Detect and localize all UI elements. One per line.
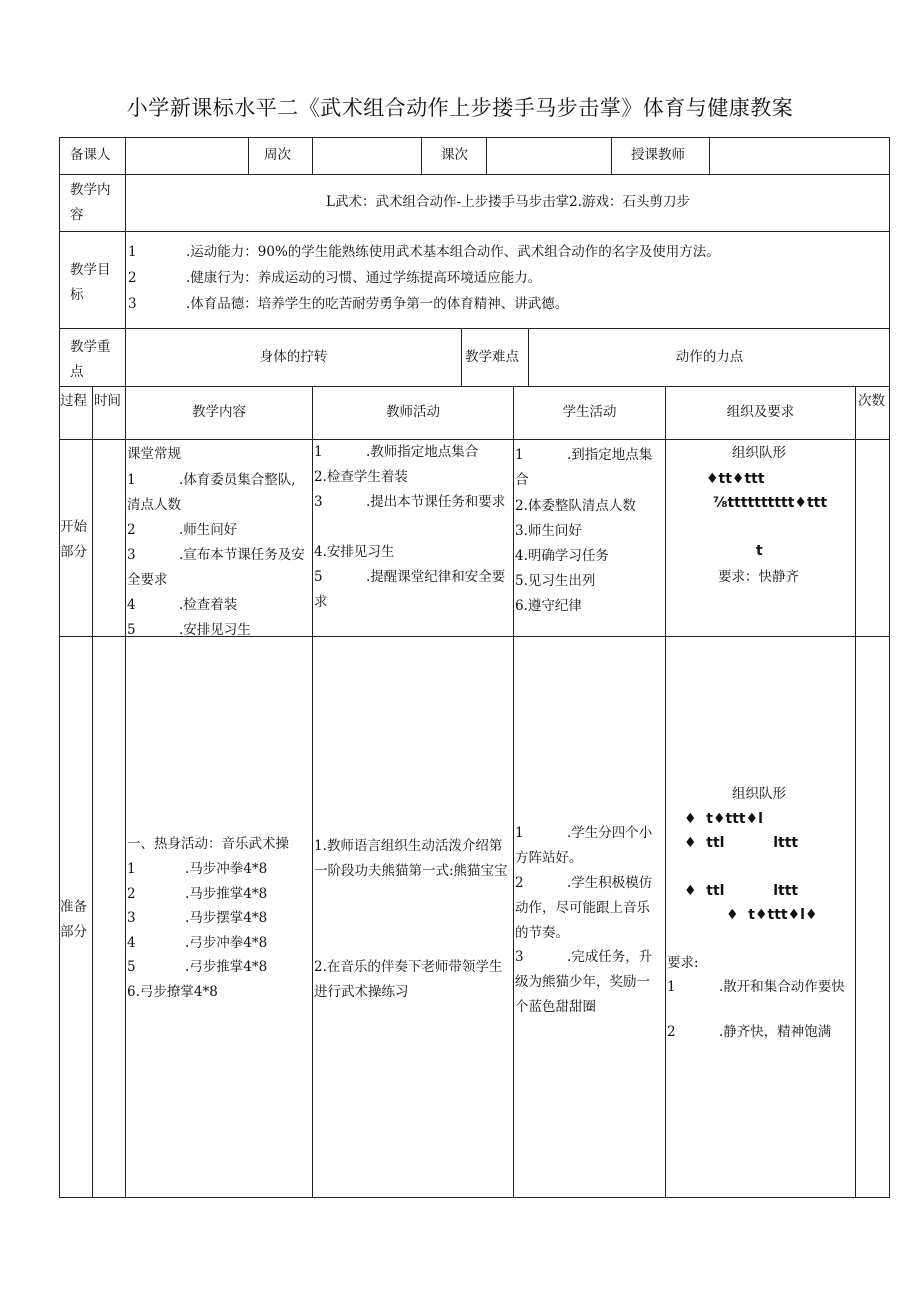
start-teacher-item: 4.安排见习生 [314, 544, 395, 560]
prep-section-label: 准备部分 [60, 899, 87, 940]
teacher-label: 授课教师 [631, 147, 685, 163]
start-org-requirement: 要求：快静齐 [718, 569, 799, 585]
key-point-label: 教学重点 [70, 339, 111, 380]
week-label: 周次 [264, 147, 291, 163]
start-student-item: 5.见习生出列 [515, 573, 596, 589]
col-count: 次数 [858, 393, 885, 409]
start-student-item: 6.遵守纪律 [515, 598, 582, 614]
difficulty-value: 动作的力点 [675, 349, 744, 365]
goal-item: 2 .健康行为：养成运动的习惯、通过学练提高环境适应能力。 [128, 270, 542, 286]
start-content-head: 课堂常规 [127, 446, 181, 462]
col-process: 过程 [60, 393, 87, 409]
start-content-item: 4 .检查着装 [127, 597, 238, 613]
formation-diagram: ♦ ttl lttt [684, 835, 799, 851]
prep-teacher-text: 1.教师语言组织生动活泼介绍第一阶段功夫熊猫第一式:熊猫宝宝 [314, 838, 508, 879]
start-org-title: 组织队形 [732, 445, 786, 461]
prep-student-item: 2 .学生积极模仿动作，尽可能跟上音乐的节奏。 [515, 875, 653, 941]
goal-item: 3 .体育品德：培养学生的吃苦耐劳勇争第一的体育精神、讲武德。 [128, 296, 569, 312]
start-student-item: 1 .到指定地点集合 [515, 447, 653, 488]
prep-content-item: 1 .马步冲拳4*8 [127, 861, 268, 877]
start-teacher-item: 2.检查学生着装 [314, 469, 408, 485]
prep-org-title: 组织队形 [732, 786, 786, 802]
goals-label: 教学目标 [70, 262, 111, 303]
prep-content-item: 3 .马步摆掌4*8 [127, 910, 268, 926]
col-time: 时间 [94, 393, 121, 409]
formation-diagram: ♦ t♦ttt♦l [684, 811, 763, 827]
prep-student-item: 1 .学生分四个小方阵站好。 [515, 825, 653, 866]
start-content-item: 1 .体育委员集合整队,清点人数 [127, 472, 296, 513]
start-content-item: 2 .师生问好 [127, 522, 238, 538]
prep-req-label: 要求: [667, 955, 699, 971]
start-student-item: 2.体委整队清点人数 [515, 498, 636, 514]
prep-label: 备课人 [70, 147, 111, 163]
start-content-item: 5 .安排见习生 [127, 622, 251, 638]
col-org: 组织及要求 [726, 404, 795, 420]
formation-diagram: t [756, 543, 763, 559]
prep-req-item: 1 .散开和集合动作要快 [667, 979, 845, 995]
start-student-item: 4.明确学习任务 [515, 548, 609, 564]
prep-content-head: 一、热身活动：音乐武术操 [127, 836, 289, 852]
prep-content-item: 4 .弓步冲拳4*8 [127, 935, 268, 951]
prep-student-item: 3 .完成任务，升级为熊猫少年，奖励一个蓝色甜甜圈 [515, 949, 653, 1015]
lesson-label: 课次 [441, 147, 468, 163]
formation-diagram: ⅞tttttttttt♦ttt [713, 495, 828, 511]
content-value: L武术：武术组合动作-上步搂手马步击掌2.游戏：石头剪刀步 [326, 194, 690, 210]
col-content: 教学内容 [192, 404, 246, 420]
start-content-item: 3 .宣布本节课任务及安全要求 [127, 547, 305, 588]
start-teacher-item: 3 .提出本节课任务和要求 [314, 494, 506, 510]
start-section-label: 开始部分 [60, 519, 87, 560]
formation-diagram: ♦tt♦ttt [706, 471, 765, 487]
prep-content-item: 5 .弓步推掌4*8 [127, 959, 268, 975]
start-student-item: 3.师生问好 [515, 523, 582, 539]
key-point-value: 身体的拧转 [259, 349, 328, 365]
start-teacher-item: 5 .提醒课堂纪律和安全要求 [314, 569, 506, 610]
page-title: 小学新课标水平二《武术组合动作上步搂手马步击掌》体育与健康教案 [126, 96, 794, 120]
formation-diagram: ♦ ttl lttt [684, 883, 799, 899]
col-student: 学生活动 [562, 404, 617, 420]
prep-req-item: 2 .静齐快，精神饱满 [667, 1024, 832, 1040]
prep-content-item: 6.弓步撩掌4*8 [127, 984, 218, 1000]
prep-content-item: 2 .马步推掌4*8 [127, 886, 268, 902]
start-teacher-item: 1 .教师指定地点集合 [314, 444, 479, 460]
goal-item: 1 .运动能力：90%的学生能熟练使用武术基本组合动作、武术组合动作的名字及使用方法。 [128, 244, 720, 260]
col-teacher: 教师活动 [386, 404, 440, 420]
content-label: 教学内容 [70, 182, 111, 223]
prep-teacher-text: 2.在音乐的伴奏下老师带领学生进行武术操练习 [314, 959, 503, 1000]
formation-diagram: ♦ t♦ttt♦l♦ [726, 907, 818, 923]
difficulty-label: 教学难点 [465, 349, 519, 365]
